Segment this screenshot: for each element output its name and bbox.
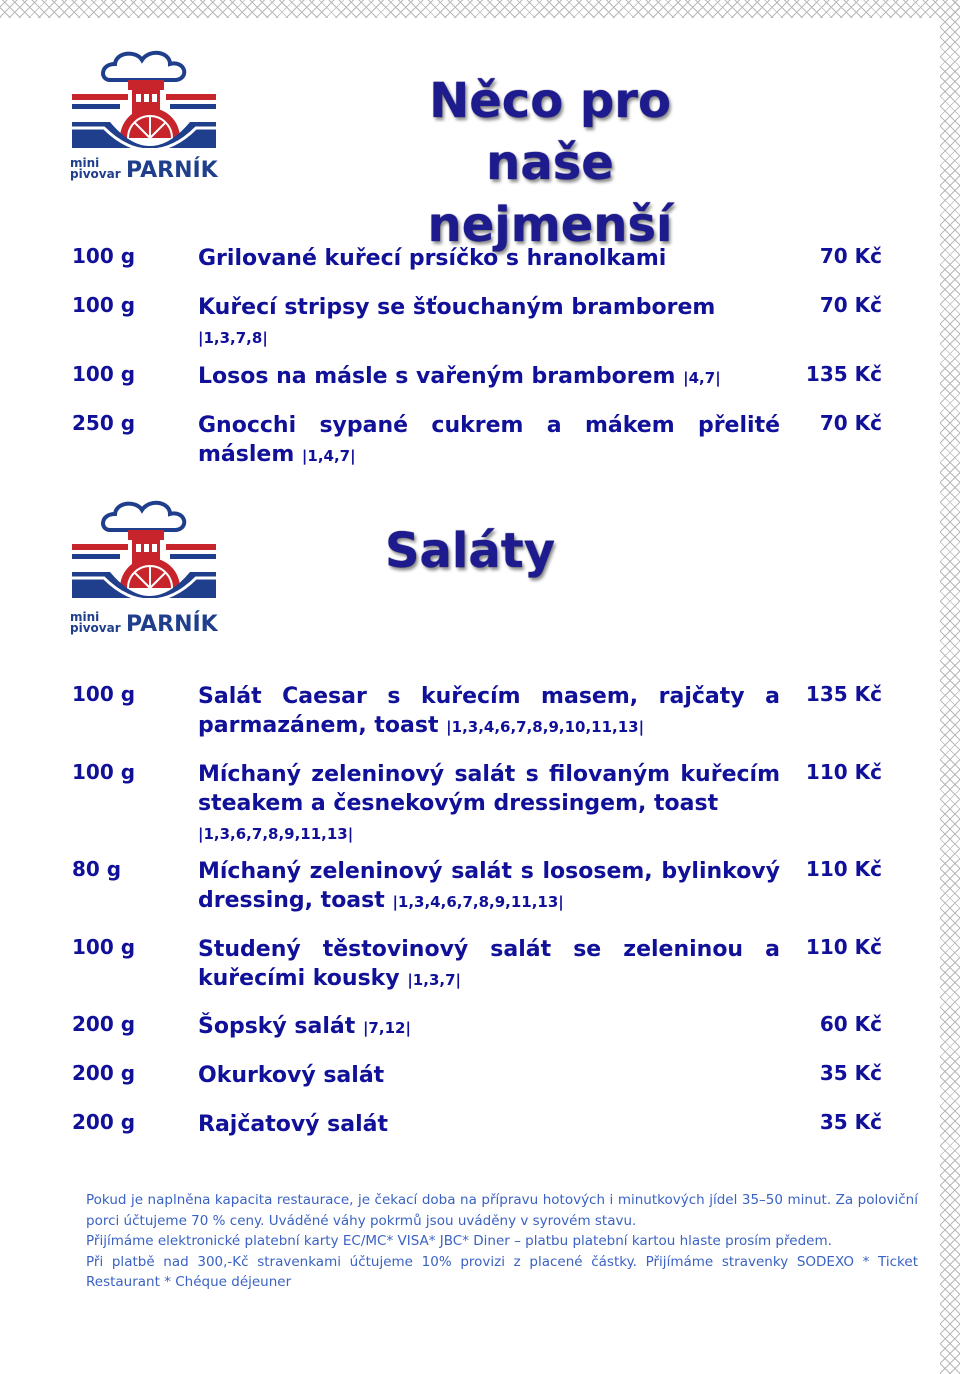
item-price: 110 Kč — [805, 857, 882, 881]
item-price: 70 Kč — [819, 244, 882, 268]
item-name: Okurkový salát — [198, 1063, 385, 1088]
item-price: 110 Kč — [805, 935, 882, 959]
logo-parnik-salads — [70, 500, 220, 635]
item-name: Míchaný zeleninový salát s filovaným kuřecím steakem a česnekovým dressingem, toast |1,3,6,7,8,9,11,13| — [198, 762, 780, 843]
section-heading-salads: Saláty — [384, 523, 556, 579]
item-price: 135 Kč — [805, 362, 882, 386]
footer-capacity-note: Pokud je naplněna kapacita restaurace, je čekací doba na přípravu hotových i minutkových jídel 35–50 minut. Za poloviční porci účtujeme 70 % ceny. Uváděné váhy pokrmů jsou uváděny v syrovém stavu. — [86, 1192, 918, 1229]
logo-mini-label: mini pivovar — [70, 156, 121, 181]
item-name: Grilované kuřecí prsíčko s hranolkami — [198, 246, 667, 271]
item-allergens: |1,4,7| — [301, 447, 356, 465]
item-allergens: |4,7| — [683, 369, 721, 387]
item-allergens: |1,3,7| — [407, 971, 461, 989]
item-weight: 100 g — [72, 362, 136, 386]
item-weight: 100 g — [72, 760, 136, 784]
section-heading-kids: Něco pro naše nejmenší — [427, 73, 673, 253]
item-allergens: |7,12| — [362, 1019, 411, 1037]
item-name: Šopský salát |7,12| — [198, 1014, 411, 1039]
footer-notes — [86, 1190, 918, 1293]
right-border-pattern — [940, 0, 960, 1374]
footer-voucher-note: Při platbě nad 300,-Kč stravenkami účtujeme 10% provizi z placené částky. Přijímáme stravenky SODEXO * Ticket Restaurant * Chéque déjeuner — [86, 1253, 918, 1290]
item-name: Studený těstovinový salát se zeleninou a kuřecími kousky |1,3,7| — [198, 937, 780, 991]
item-price: 70 Kč — [819, 411, 882, 435]
item-weight: 80 g — [72, 857, 122, 881]
footer-payment-note: Přijímáme elektronické platební karty EC/MC* VISA* JBC* Diner – platbu platební kartou hlaste prosím předem. — [86, 1233, 832, 1249]
steamboat-logo-icon — [70, 50, 220, 155]
item-weight: 200 g — [72, 1110, 136, 1134]
item-weight: 250 g — [72, 411, 136, 435]
item-weight: 100 g — [72, 244, 136, 268]
item-allergens: |1,3,4,6,7,8,9,11,13| — [392, 893, 564, 911]
item-allergens: |1,3,7,8| — [198, 329, 268, 347]
item-price: 60 Kč — [819, 1012, 882, 1036]
logo-mini-label: mini pivovar — [70, 610, 121, 635]
item-name: Salát Caesar s kuřecím masem, rajčaty a parmazánem, toast |1,3,4,6,7,8,9,10,11,13| — [198, 684, 780, 738]
top-border-pattern — [0, 0, 960, 18]
logo-brand-text: PARNÍK — [126, 158, 218, 183]
item-name: Míchaný zeleninový salát s lososem, bylinkový dressing, toast |1,3,4,6,7,8,9,11,13| — [198, 859, 780, 913]
item-price: 135 Kč — [805, 682, 882, 706]
item-name: Gnocchi sypané cukrem a mákem přelité máslem |1,4,7| — [198, 413, 780, 467]
item-weight: 200 g — [72, 1061, 136, 1085]
item-price: 110 Kč — [805, 760, 882, 784]
item-weight: 100 g — [72, 293, 136, 317]
item-name: Losos na másle s vařeným bramborem |4,7| — [198, 364, 721, 389]
item-name: Kuřecí stripsy se šťouchaným bramborem |1,3,7,8| — [198, 295, 716, 347]
item-allergens: |1,3,4,6,7,8,9,10,11,13| — [446, 718, 645, 736]
item-weight: 100 g — [72, 935, 136, 959]
item-price: 70 Kč — [819, 293, 882, 317]
steamboat-logo-icon — [70, 500, 220, 605]
item-name: Rajčatový salát — [198, 1112, 389, 1137]
logo-parnik-top — [70, 50, 220, 185]
item-price: 35 Kč — [819, 1061, 882, 1085]
item-weight: 200 g — [72, 1012, 136, 1036]
item-allergens: |1,3,6,7,8,9,11,13| — [198, 825, 354, 843]
item-weight: 100 g — [72, 682, 136, 706]
item-price: 35 Kč — [819, 1110, 882, 1134]
logo-brand-text: PARNÍK — [126, 612, 218, 637]
